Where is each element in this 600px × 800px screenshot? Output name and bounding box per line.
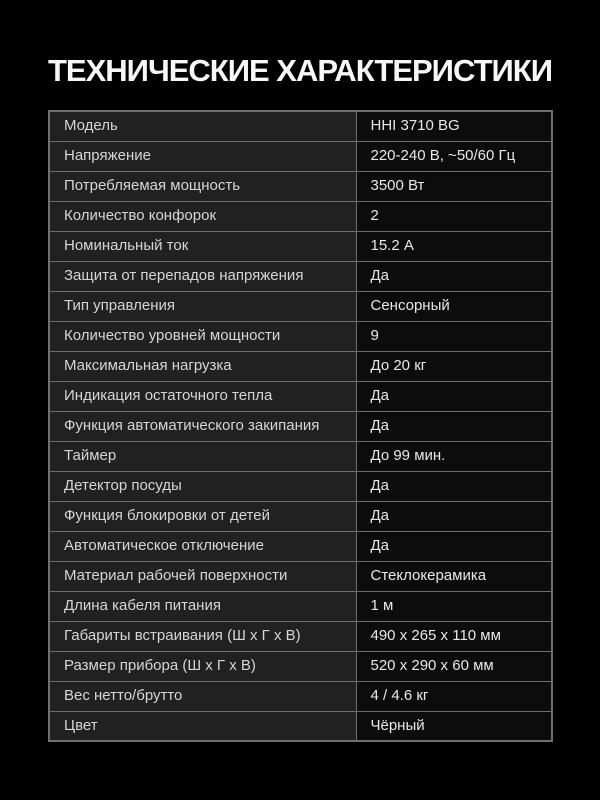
spec-row (49, 501, 552, 531)
spec-row (49, 411, 552, 441)
spec-row (49, 141, 552, 171)
spec-row (49, 291, 552, 321)
spec-label: Детектор посуды (49, 471, 356, 501)
spec-row (49, 201, 552, 231)
spec-row (49, 681, 552, 711)
spec-table-body (49, 111, 552, 741)
spec-row (49, 621, 552, 651)
spec-row (49, 711, 552, 741)
spec-label: Защита от перепадов напряжения (49, 261, 356, 291)
spec-value: 3500 Вт (356, 171, 552, 201)
spec-value: 4 / 4.6 кг (356, 681, 552, 711)
spec-row (49, 171, 552, 201)
spec-label: Максимальная нагрузка (49, 351, 356, 381)
spec-value: Да (356, 411, 552, 441)
spec-row (49, 321, 552, 351)
spec-row (49, 531, 552, 561)
spec-value: 220-240 В, ~50/60 Гц (356, 141, 552, 171)
spec-label: Габариты встраивания (Ш х Г х В) (49, 621, 356, 651)
spec-label: Количество конфорок (49, 201, 356, 231)
spec-label: Вес нетто/брутто (49, 681, 356, 711)
spec-row (49, 471, 552, 501)
spec-label: Материал рабочей поверхности (49, 561, 356, 591)
spec-row (49, 561, 552, 591)
spec-row (49, 651, 552, 681)
spec-value: Чёрный (356, 711, 552, 741)
spec-label: Номинальный ток (49, 231, 356, 261)
spec-row (49, 441, 552, 471)
spec-value: До 20 кг (356, 351, 552, 381)
spec-value: Да (356, 471, 552, 501)
spec-value: Да (356, 501, 552, 531)
spec-label: Длина кабеля питания (49, 591, 356, 621)
spec-label: Размер прибора (Ш х Г х В) (49, 651, 356, 681)
spec-label: Функция автоматического закипания (49, 411, 356, 441)
spec-label: Модель (49, 111, 356, 141)
spec-value: Да (356, 381, 552, 411)
spec-row (49, 231, 552, 261)
spec-value: 1 м (356, 591, 552, 621)
spec-label: Потребляемая мощность (49, 171, 356, 201)
spec-table (48, 110, 553, 742)
spec-label: Тип управления (49, 291, 356, 321)
spec-label: Количество уровней мощности (49, 321, 356, 351)
spec-value: 15.2 А (356, 231, 552, 261)
spec-row (49, 351, 552, 381)
spec-row (49, 261, 552, 291)
spec-label: Таймер (49, 441, 356, 471)
spec-label: Напряжение (49, 141, 356, 171)
spec-label: Автоматическое отключение (49, 531, 356, 561)
spec-row (49, 381, 552, 411)
spec-value: Да (356, 261, 552, 291)
spec-value: Да (356, 531, 552, 561)
spec-label: Индикация остаточного тепла (49, 381, 356, 411)
page-title: ТЕХНИЧЕСКИЕ ХАРАКТЕРИСТИКИ (48, 53, 552, 88)
spec-value: 520 х 290 х 60 мм (356, 651, 552, 681)
spec-label: Функция блокировки от детей (49, 501, 356, 531)
spec-value: Сенсорный (356, 291, 552, 321)
spec-row (49, 111, 552, 141)
spec-value: 490 х 265 х 110 мм (356, 621, 552, 651)
spec-row (49, 591, 552, 621)
spec-value: До 99 мин. (356, 441, 552, 471)
spec-value: Стеклокерамика (356, 561, 552, 591)
spec-value: HHI 3710 BG (356, 111, 552, 141)
spec-value: 2 (356, 201, 552, 231)
spec-label: Цвет (49, 711, 356, 741)
spec-value: 9 (356, 321, 552, 351)
